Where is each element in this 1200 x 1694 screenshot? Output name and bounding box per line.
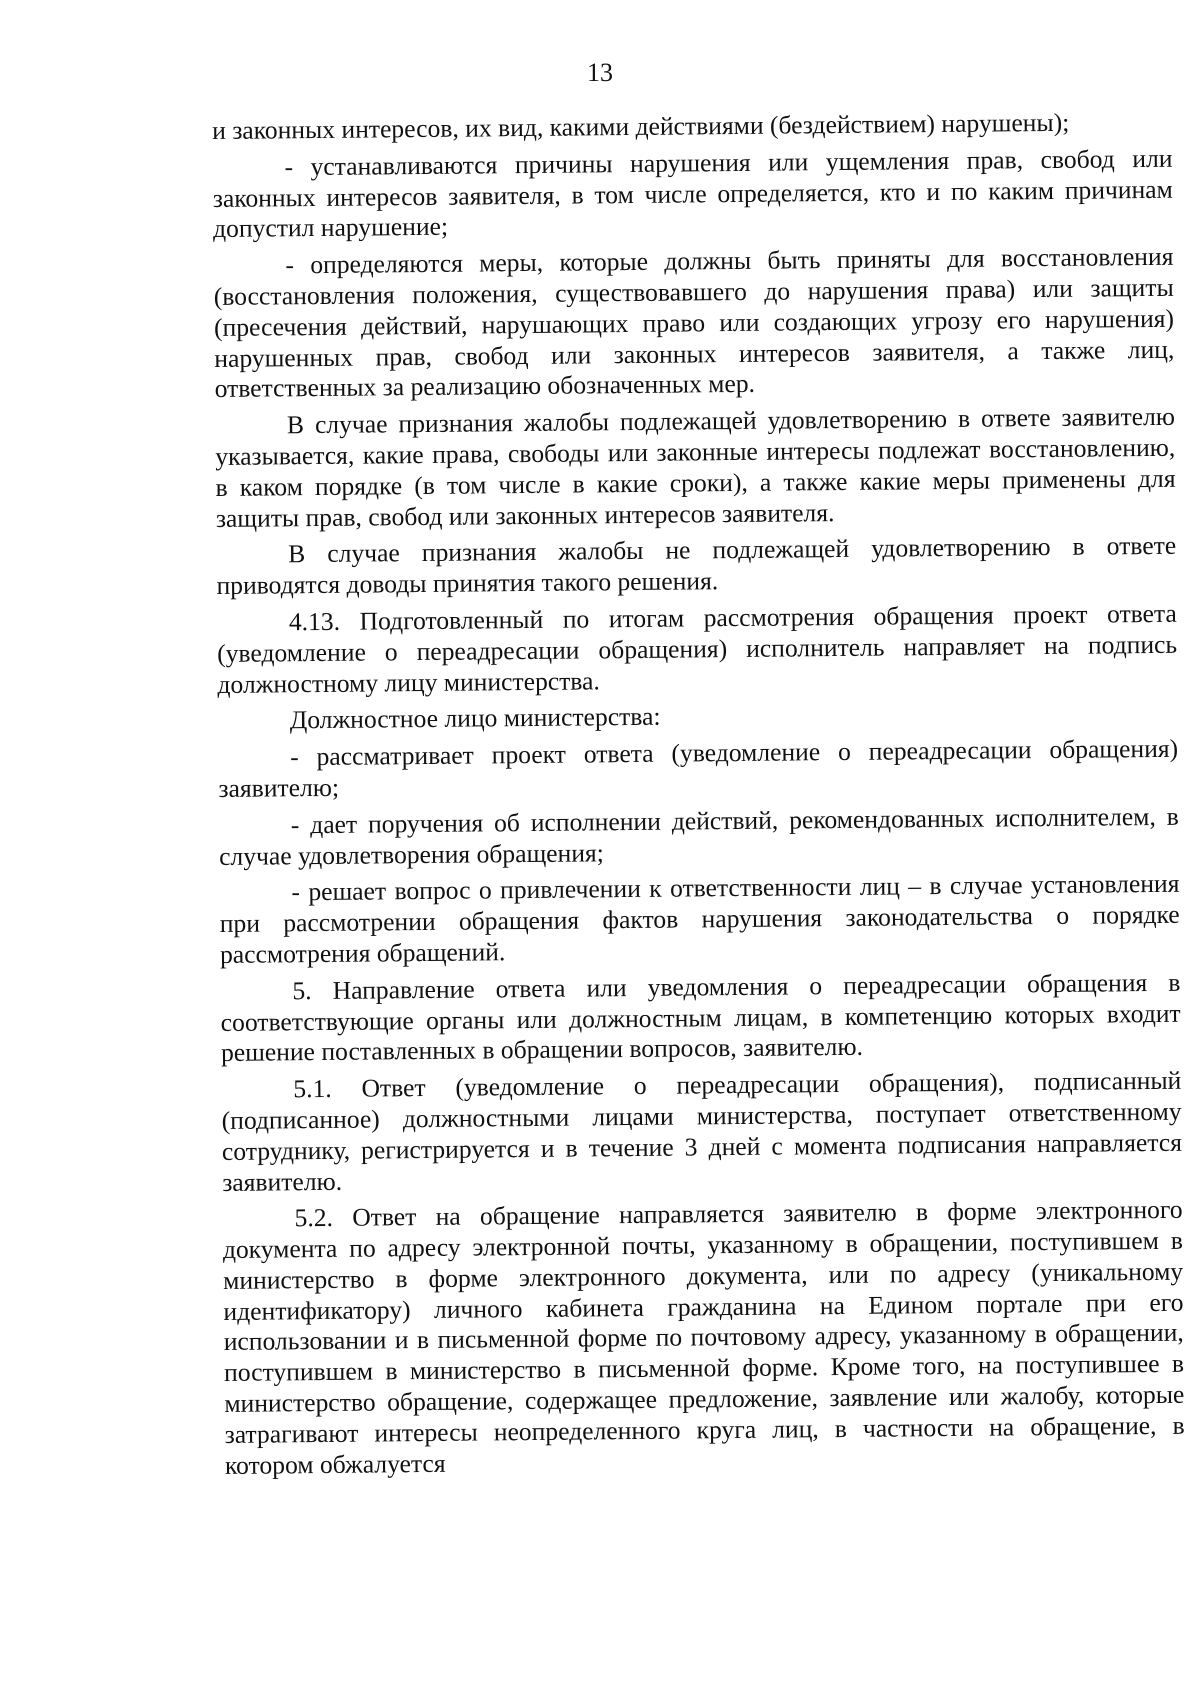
list-item-instructions: - дает поручения об исполнении действий, рекомендованных исполнителем, в случае удовлетворения обращения; [218, 801, 1179, 871]
paragraph-5-1: 5.1. Ответ (уведомление о переадресации обращения), подписанный (подписанное) должностными лицами министерства, поступает ответственному сотруднику, регистрируется и в течение 3 дней с момента подписания направляется заявителю. [221, 1065, 1183, 1197]
page-number: 13 [587, 58, 613, 87]
list-item-measures: - определяются меры, которые должны быть приняты для восстановления (восстановления положения, существовавшего до нарушения права) или защиты (пресечения действий, нарушающих право или создающих угрозу его нарушения) нарушенных прав, свобод или законных интересов заявителя, а также лиц, ответственных за реализацию обозначенных мер. [213, 241, 1175, 404]
list-item-reviews: - рассматривает проект ответа (уведомление о переадресации обращения) заявителю; [218, 733, 1179, 803]
paragraph-complaint-satisfied: В случае признания жалобы подлежащей удовлетворению в ответе заявителю указывается, какие права, свободы или законные интересы подлежат восстановлению, в каком порядке (в том числе в какие сроки), а также какие меры применены для защиты прав, свобод или законных интересов заявителя. [215, 401, 1176, 533]
paragraph-complaint-rejected: В случае признания жалобы не подлежащей удовлетворению в ответе приводятся доводы принятия такого решения. [216, 531, 1177, 601]
section-5-heading: 5. Направление ответа или уведомления о переадресации обращения в соответствующие органы или должностным лицам, в компетенцию которых входит решение поставленных в обращении вопросов, заявителю. [220, 967, 1181, 1068]
document-body [212, 107, 1185, 1482]
list-item-causes: - устанавливаются причины нарушения или ущемления прав, свобод или законных интересов заявителя, в том числе определяется, кто и по каким причинам допустил нарушение; [212, 143, 1173, 244]
paragraph-4-13: 4.13. Подготовленный по итогам рассмотрения обращения проект ответа (уведомление о переадресации обращения) исполнитель направляет на подпись должностному лицу министерства. [217, 598, 1178, 699]
list-item-liability: - решает вопрос о привлечении к ответственности лиц – в случае установления при рассмотрении обращения фактов нарушения законодательства о порядке рассмотрения обращений. [219, 869, 1180, 969]
paragraph-5-2: 5.2. Ответ на обращение направляется заявителю в форме электронного документа по адресу электронной почты, указанному в обращении, поступившем в министерство в форме электронного документа, или по адресу (уникальному идентификатору) личного кабинета гражданина на Едином портале при его использовании и в письменной форме по почтовому адресу, указанному в обращении, поступившем в министерство в письменной форме. Кроме того, на поступившее в министерство обращение, содержащее предложение, заявление или жалобу, которые затрагивают интересы неопределенного круга лиц, в частности на обращение, в котором обжалуется [222, 1195, 1185, 1480]
paragraph-continuation: и законных интересов, их вид, какими действиями (бездействием) нарушены); [212, 107, 1070, 145]
paragraph-official-heading: Должностное лицо министерства: [289, 702, 661, 735]
